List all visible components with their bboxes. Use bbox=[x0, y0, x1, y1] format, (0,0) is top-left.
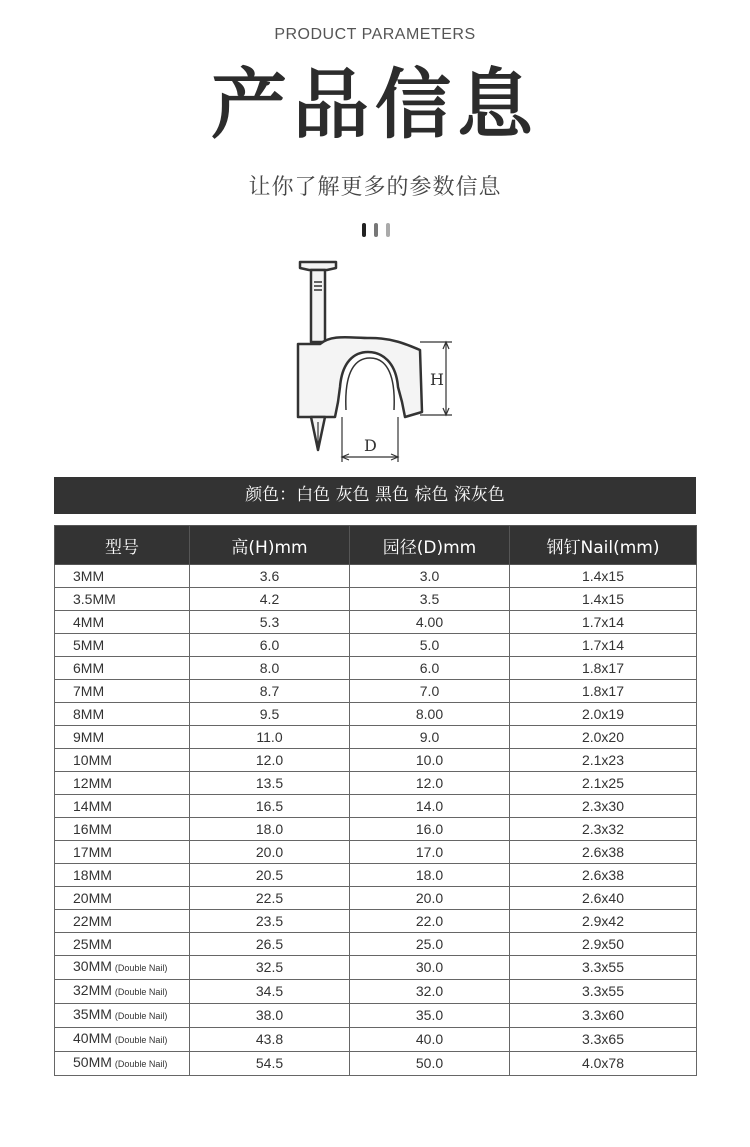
model-value: 4MM bbox=[73, 613, 105, 630]
cell-nail: 1.4x15 bbox=[510, 565, 697, 588]
diameter-label: D bbox=[364, 436, 377, 455]
cell-diameter: 6.0 bbox=[350, 657, 510, 680]
cell-diameter: 8.00 bbox=[350, 703, 510, 726]
model-value: 14MM bbox=[73, 797, 112, 814]
table-row bbox=[55, 887, 697, 910]
model-value: 3.5MM bbox=[73, 590, 116, 607]
model-value: 18MM bbox=[73, 866, 112, 883]
cell-diameter: 30.0 bbox=[350, 956, 510, 980]
cell-model bbox=[55, 1004, 190, 1028]
cell-model bbox=[55, 565, 190, 588]
cell-diameter: 35.0 bbox=[350, 1004, 510, 1028]
cell-height: 20.5 bbox=[190, 864, 350, 887]
cell-model bbox=[55, 956, 190, 980]
model-value: 25MM bbox=[73, 935, 112, 952]
model-value: 30MM bbox=[73, 958, 112, 974]
table-row bbox=[55, 634, 697, 657]
table-row bbox=[55, 1028, 697, 1052]
cell-nail: 3.3x65 bbox=[510, 1028, 697, 1052]
cell-model bbox=[55, 772, 190, 795]
cell-nail: 2.9x50 bbox=[510, 933, 697, 956]
table-body bbox=[55, 565, 697, 1076]
table-row bbox=[55, 864, 697, 887]
cell-model bbox=[55, 588, 190, 611]
cell-model bbox=[55, 864, 190, 887]
model-value: 8MM bbox=[73, 705, 105, 722]
table-row bbox=[55, 1004, 697, 1028]
dot-2 bbox=[374, 223, 378, 237]
cell-diameter: 14.0 bbox=[350, 795, 510, 818]
model-value: 6MM bbox=[73, 659, 105, 676]
table-row bbox=[55, 565, 697, 588]
cell-height: 8.7 bbox=[190, 680, 350, 703]
cell-nail: 3.3x55 bbox=[510, 980, 697, 1004]
cell-nail: 2.6x38 bbox=[510, 864, 697, 887]
model-value: 50MM bbox=[73, 1054, 112, 1070]
table-row bbox=[55, 703, 697, 726]
page-title: 产品信息 bbox=[211, 60, 539, 149]
table-row bbox=[55, 588, 697, 611]
cell-diameter: 5.0 bbox=[350, 634, 510, 657]
cell-diameter: 12.0 bbox=[350, 772, 510, 795]
header-model: 型号 bbox=[55, 526, 190, 565]
cell-height: 12.0 bbox=[190, 749, 350, 772]
cell-nail: 2.1x25 bbox=[510, 772, 697, 795]
cable-clip-drawing bbox=[298, 262, 422, 450]
table-row bbox=[55, 956, 697, 980]
cell-nail: 1.8x17 bbox=[510, 680, 697, 703]
cell-diameter: 32.0 bbox=[350, 980, 510, 1004]
model-value: 20MM bbox=[73, 889, 112, 906]
cell-nail: 2.3x32 bbox=[510, 818, 697, 841]
cell-height: 32.5 bbox=[190, 956, 350, 980]
model-value: 16MM bbox=[73, 820, 112, 837]
cell-diameter: 22.0 bbox=[350, 910, 510, 933]
cell-model bbox=[55, 887, 190, 910]
model-value: 22MM bbox=[73, 912, 112, 929]
table-row bbox=[55, 657, 697, 680]
table-header-row bbox=[55, 526, 697, 565]
model-note: (Double Nail) bbox=[114, 987, 168, 997]
cell-height: 3.6 bbox=[190, 565, 350, 588]
cable-clip-diagram bbox=[280, 252, 470, 467]
page-subtitle: 让你了解更多的参数信息 bbox=[248, 175, 502, 200]
cell-nail: 1.4x15 bbox=[510, 588, 697, 611]
clip-body bbox=[298, 337, 422, 417]
cell-height: 38.0 bbox=[190, 1004, 350, 1028]
nail-shaft bbox=[311, 270, 325, 342]
cell-model bbox=[55, 841, 190, 864]
cell-diameter: 3.5 bbox=[350, 588, 510, 611]
model-value: 40MM bbox=[73, 1030, 112, 1046]
cell-height: 54.5 bbox=[190, 1052, 350, 1076]
cell-height: 16.5 bbox=[190, 795, 350, 818]
model-value: 7MM bbox=[73, 682, 105, 699]
cell-height: 11.0 bbox=[190, 726, 350, 749]
decorative-dots bbox=[362, 223, 392, 237]
table-row bbox=[55, 933, 697, 956]
cell-diameter: 16.0 bbox=[350, 818, 510, 841]
model-value: 9MM bbox=[73, 728, 105, 745]
cell-height: 4.2 bbox=[190, 588, 350, 611]
cell-nail: 3.3x60 bbox=[510, 1004, 697, 1028]
model-value: 12MM bbox=[73, 774, 112, 791]
table-row bbox=[55, 1052, 697, 1076]
table-row bbox=[55, 611, 697, 634]
cell-height: 8.0 bbox=[190, 657, 350, 680]
cell-model bbox=[55, 611, 190, 634]
cell-diameter: 40.0 bbox=[350, 1028, 510, 1052]
model-value: 17MM bbox=[73, 843, 112, 860]
cell-nail: 2.3x30 bbox=[510, 795, 697, 818]
table-row bbox=[55, 795, 697, 818]
table-row bbox=[55, 726, 697, 749]
cell-model bbox=[55, 795, 190, 818]
cell-model bbox=[55, 634, 190, 657]
cell-nail: 2.6x40 bbox=[510, 887, 697, 910]
model-value: 10MM bbox=[73, 751, 112, 768]
table-row bbox=[55, 818, 697, 841]
cell-diameter: 50.0 bbox=[350, 1052, 510, 1076]
cell-diameter: 18.0 bbox=[350, 864, 510, 887]
cell-height: 13.5 bbox=[190, 772, 350, 795]
color-label: 颜色： bbox=[245, 485, 297, 505]
model-value: 5MM bbox=[73, 636, 105, 653]
section-eyebrow: PRODUCT PARAMETERS bbox=[274, 26, 476, 43]
table-row bbox=[55, 772, 697, 795]
cell-height: 18.0 bbox=[190, 818, 350, 841]
cell-diameter: 10.0 bbox=[350, 749, 510, 772]
cell-nail: 3.3x55 bbox=[510, 956, 697, 980]
cell-model bbox=[55, 1028, 190, 1052]
cell-model bbox=[55, 657, 190, 680]
height-label: H bbox=[430, 370, 444, 389]
cell-diameter: 3.0 bbox=[350, 565, 510, 588]
header-nail: 钢钉Nail(mm) bbox=[510, 526, 697, 565]
cell-model bbox=[55, 726, 190, 749]
cell-nail: 2.1x23 bbox=[510, 749, 697, 772]
cell-height: 9.5 bbox=[190, 703, 350, 726]
header-height: 高(H)mm bbox=[190, 526, 350, 565]
cell-model bbox=[55, 1052, 190, 1076]
cell-model bbox=[55, 749, 190, 772]
cell-height: 43.8 bbox=[190, 1028, 350, 1052]
cell-nail: 2.9x42 bbox=[510, 910, 697, 933]
cell-diameter: 7.0 bbox=[350, 680, 510, 703]
dot-3 bbox=[386, 223, 390, 237]
model-value: 35MM bbox=[73, 1006, 112, 1022]
table-row bbox=[55, 910, 697, 933]
cell-nail: 2.0x19 bbox=[510, 703, 697, 726]
cell-height: 5.3 bbox=[190, 611, 350, 634]
table-row bbox=[55, 680, 697, 703]
cell-model bbox=[55, 980, 190, 1004]
cell-height: 26.5 bbox=[190, 933, 350, 956]
model-note: (Double Nail) bbox=[114, 1035, 168, 1045]
table-row bbox=[55, 749, 697, 772]
model-note: (Double Nail) bbox=[114, 1059, 168, 1069]
cell-nail: 1.7x14 bbox=[510, 634, 697, 657]
cell-height: 34.5 bbox=[190, 980, 350, 1004]
cell-diameter: 4.00 bbox=[350, 611, 510, 634]
cell-height: 22.5 bbox=[190, 887, 350, 910]
cell-nail: 1.7x14 bbox=[510, 611, 697, 634]
table-row bbox=[55, 980, 697, 1004]
cell-diameter: 9.0 bbox=[350, 726, 510, 749]
cell-diameter: 20.0 bbox=[350, 887, 510, 910]
cell-nail: 2.6x38 bbox=[510, 841, 697, 864]
dot-1 bbox=[362, 223, 366, 237]
color-options-bar bbox=[54, 477, 696, 514]
model-note: (Double Nail) bbox=[114, 963, 168, 973]
cell-model bbox=[55, 910, 190, 933]
header-diameter: 园径(D)mm bbox=[350, 526, 510, 565]
cell-nail: 2.0x20 bbox=[510, 726, 697, 749]
model-note: (Double Nail) bbox=[114, 1011, 168, 1021]
color-options: 白色 灰色 黑色 棕色 深灰色 bbox=[296, 485, 505, 505]
cell-diameter: 25.0 bbox=[350, 933, 510, 956]
cell-height: 23.5 bbox=[190, 910, 350, 933]
model-value: 32MM bbox=[73, 982, 112, 998]
cell-height: 20.0 bbox=[190, 841, 350, 864]
cell-model bbox=[55, 703, 190, 726]
spec-table bbox=[54, 525, 697, 1076]
cell-nail: 1.8x17 bbox=[510, 657, 697, 680]
model-value: 3MM bbox=[73, 567, 105, 584]
cell-model bbox=[55, 818, 190, 841]
cell-height: 6.0 bbox=[190, 634, 350, 657]
table-row bbox=[55, 841, 697, 864]
cell-model bbox=[55, 680, 190, 703]
cell-diameter: 17.0 bbox=[350, 841, 510, 864]
cell-nail: 4.0x78 bbox=[510, 1052, 697, 1076]
cell-model bbox=[55, 933, 190, 956]
